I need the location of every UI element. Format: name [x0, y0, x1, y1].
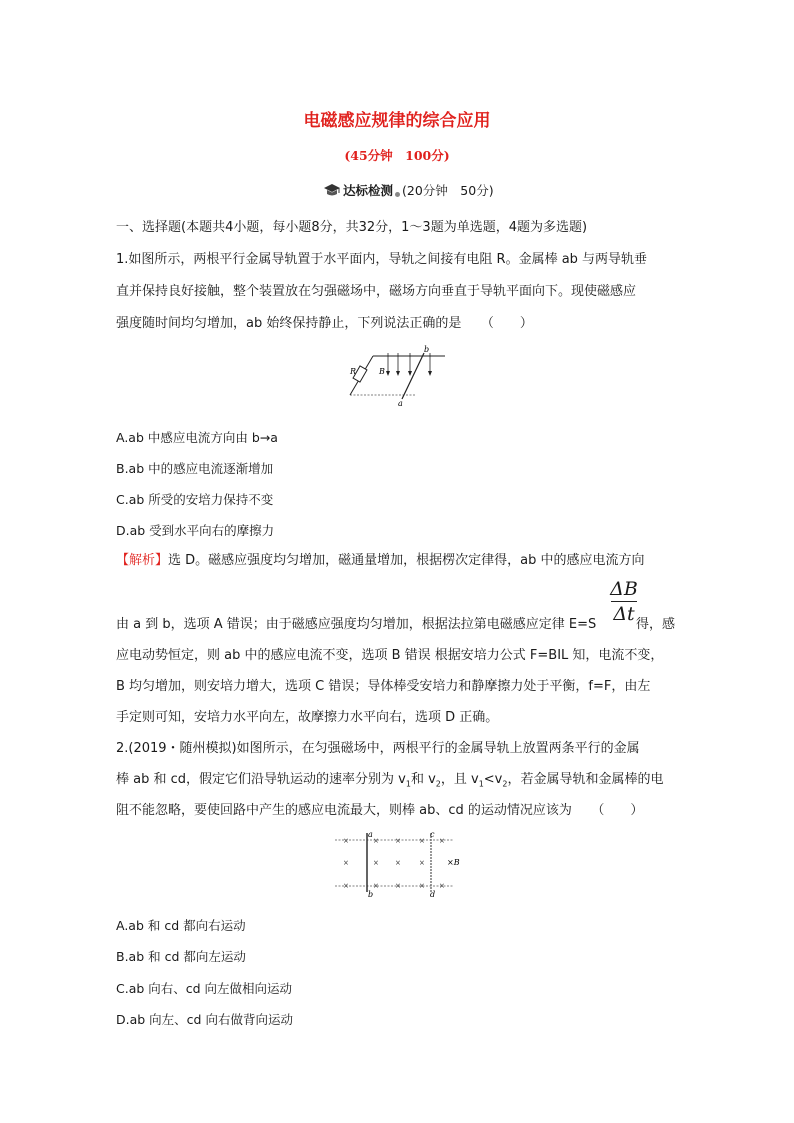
fraction-delta-b-over-delta-t [609, 577, 639, 626]
analysis-text-1: 选 D。磁感应强度均匀增加，磁通量增加，根据楞次定律得，ab 中的感应电流方向 [168, 553, 645, 568]
q1-analysis-line-4: B 均匀增加，则安培力增大，选项 C 错误；导体棒受安培力和静摩擦力处于平衡，f=F，由左 [116, 679, 651, 694]
fraction-numerator: ΔB [610, 578, 638, 600]
q1-analysis-line-2-post: 得，感 [636, 617, 676, 632]
q2-figure [335, 830, 465, 900]
section-label: 达标检测 [343, 183, 394, 198]
q1-label-b: b [424, 345, 430, 354]
svg-text:×: × [395, 882, 401, 890]
document-subtitle: (45分钟 100分) [344, 148, 450, 163]
document-title: 电磁感应规律的综合应用 [303, 111, 491, 131]
q2-option-a: A.ab 和 cd 都向右运动 [116, 918, 246, 933]
svg-text:×: × [373, 859, 379, 867]
svg-text:×: × [439, 882, 445, 890]
q1-figure [340, 343, 455, 409]
q2-label-c: c [430, 830, 435, 839]
section-dot-icon [395, 192, 400, 197]
q1-analysis-line-1 [116, 545, 645, 576]
section-header [323, 181, 494, 199]
q2-label-B: ×B [447, 858, 460, 867]
q2-label-a: a [368, 830, 373, 839]
svg-text:×: × [439, 837, 445, 845]
q1-option-b: B.ab 中的感应电流逐渐增加 [116, 461, 274, 476]
svg-text:×: × [395, 859, 401, 867]
q2-line-2: 棒 ab 和 cd，假定它们沿导轨运动的速率分别为 $v_1$和 $v_2$，且 $v_1<v_2$，若金属导轨和金属棒的电 [116, 772, 664, 789]
q2-line-3: 阻不能忽略，要使回路中产生的感应电流最大，则棒 ab、cd 的运动情况应该为 （ ） [116, 803, 644, 818]
svg-text:×: × [419, 837, 425, 845]
graduation-cap-icon [323, 183, 341, 197]
q2-option-c: C.ab 向右、cd 向左做相向运动 [116, 981, 293, 996]
svg-text:×: × [343, 882, 349, 890]
svg-text:×: × [419, 882, 425, 890]
section-score: (20分钟 50分) [402, 183, 494, 198]
analysis-tag: 【解析】 [116, 553, 169, 568]
svg-text:×: × [343, 837, 349, 845]
q2-label-d: d [430, 890, 436, 899]
q1-analysis-line-2-pre: 由 a 到 b，选项 A 错误；由于磁感应强度均匀增加，根据法拉第电磁感应定律 E=S [116, 617, 597, 632]
q2-line-1: 2.(2019・随州模拟)如图所示，在匀强磁场中，两根平行的金属导轨上放置两条平行的金属 [116, 741, 640, 756]
q1-option-c: C.ab 所受的安培力保持不变 [116, 492, 274, 507]
q1-label-a: a [398, 399, 403, 408]
svg-text:×: × [343, 859, 349, 867]
svg-text:×: × [395, 837, 401, 845]
q2-option-d: D.ab 向左、cd 向右做背向运动 [116, 1012, 293, 1027]
q1-label-R: R [350, 367, 357, 376]
fraction-denominator: Δt [613, 603, 635, 625]
q1-line-1: 1.如图所示，两根平行金属导轨置于水平面内，导轨之间接有电阻 R。金属棒 ab 与两导轨垂 [116, 252, 648, 267]
q1-line-3: 强度随时间均匀增加，ab 始终保持静止，下列说法正确的是 （ ） [116, 316, 533, 331]
q1-analysis-line-5: 手定则可知，安培力水平向左，故摩擦力水平向右，选项 D 正确。 [116, 710, 499, 725]
q2-option-b: B.ab 和 cd 都向左运动 [116, 949, 246, 964]
q1-analysis-line-3: 应电动势恒定，则 ab 中的感应电流不变，选项 B 错误 根据安培力公式 F=BIL 知，电流不变， [116, 648, 664, 663]
q1-option-a: A.ab 中感应电流方向由 b→a [116, 430, 278, 445]
q1-label-B: B [379, 367, 385, 376]
svg-text:×: × [373, 837, 379, 845]
q2-label-b: b [368, 890, 374, 899]
svg-text:×: × [373, 882, 379, 890]
q1-option-d: D.ab 受到水平向右的摩擦力 [116, 523, 275, 538]
svg-text:×: × [419, 859, 425, 867]
q1-line-2: 直并保持良好接触，整个装置放在匀强磁场中，磁场方向垂直于导轨平面向下。现使磁感应 [116, 284, 637, 299]
part1-heading: 一、选择题(本题共4小题，每小题8分，共32分，1～3题为单选题，4题为多选题) [116, 220, 588, 235]
